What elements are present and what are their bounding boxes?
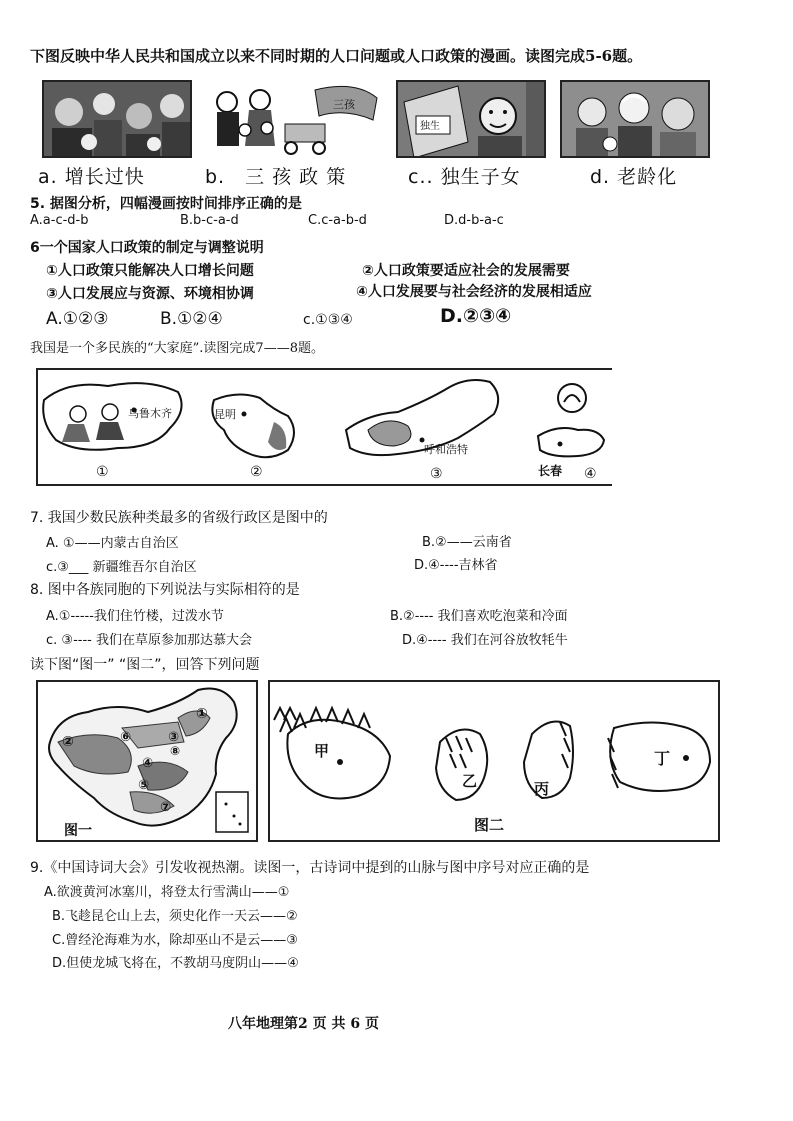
q8-option-c: c. ③---- 我们在草原参加那达慕大会 xyxy=(46,633,252,648)
q5-option-b: B.b-c-a-d xyxy=(180,213,239,228)
ethnic-map-label-hohhot: 呼和浩特 xyxy=(424,443,468,456)
figure-2-region-jia: 甲 xyxy=(314,742,330,760)
figure-1-marker-5: ⑤ xyxy=(138,778,150,793)
q6-statement-4: ④人口发展要与社会经济的发展相适应 xyxy=(356,284,592,300)
figure-1-marker-6: ⑥ xyxy=(120,730,132,745)
q7-option-a: A. ①——内蒙古自治区 xyxy=(46,536,179,551)
q6-statement-3: ③人口发展应与资源、环境相协调 xyxy=(46,286,254,302)
cartoon-caption-d: d. 老龄化 xyxy=(590,166,678,188)
q7-option-d: D.④----吉林省 xyxy=(414,558,498,573)
ethnic-map-label-urumqi: 乌鲁木齐 xyxy=(128,407,172,420)
cartoon-caption-c: c.. 独生子女 xyxy=(408,166,521,188)
figure-2-region-ding: 丁 xyxy=(654,749,671,768)
page-footer: 八年地理第2 页 共 6 页 xyxy=(228,1016,379,1032)
figure-2-map xyxy=(268,680,720,842)
q7-option-c: c.③___ 新疆维吾尔自治区 xyxy=(46,560,197,575)
ethnic-map-label-changchun: 长春 xyxy=(538,464,563,478)
cartoon-caption-b: b. 三 孩 政 策 xyxy=(205,166,347,188)
intro-5-6: 下图反映中华人民共和国成立以来不同时期的人口问题或人口政策的漫画。读图完成5-6题。 xyxy=(30,47,643,65)
cartoon-a-image xyxy=(42,80,192,158)
figure-1-marker-4: ④ xyxy=(142,756,154,771)
q5-option-d: D.d-b-a-c xyxy=(444,213,504,228)
cartoon-d-image xyxy=(560,80,710,158)
q7-option-b: B.②——云南省 xyxy=(422,535,512,550)
q9-option-d: D.但使龙城飞将在，不教胡马度阴山——④ xyxy=(52,956,299,971)
q9-stem: 9.《中国诗词大会》引发收视热潮。读图一，古诗词中提到的山脉与图中序号对应正确的是 xyxy=(30,860,590,876)
q6-option-c: c.①③④ xyxy=(303,312,353,328)
ethnic-map-figure xyxy=(36,368,612,486)
cartoon-caption-a: a. 增长过快 xyxy=(38,166,145,188)
figure-1-marker-7: ⑦ xyxy=(160,800,172,815)
cartoon-b-banner-text: 三孩 xyxy=(333,98,355,111)
q6-option-b: B.①②④ xyxy=(160,309,223,329)
q6-stem: 6一个国家人口政策的制定与调整说明 xyxy=(30,240,264,256)
q6-option-d: D.②③④ xyxy=(440,305,512,327)
figure-1-label: 图一 xyxy=(64,823,92,839)
figure-2-region-bing: 丙 xyxy=(534,780,550,798)
q5-option-c: C.c-a-b-d xyxy=(308,213,367,228)
cartoon-c-stamp-text: 独生 xyxy=(420,121,440,132)
figure-2-label: 图二 xyxy=(474,816,505,834)
q6-option-a: A.①②③ xyxy=(46,309,109,329)
intro-7-8: 我国是一个多民族的“大家庭”.读图完成7——8题。 xyxy=(30,341,324,356)
q7-stem: 7. 我国少数民族种类最多的省级行政区是图中的 xyxy=(30,510,328,526)
figure-1-marker-3: ③ xyxy=(168,730,180,745)
q9-option-c: C.曾经沦海难为水，除却巫山不是云——③ xyxy=(52,933,298,948)
q8-option-b: B.②---- 我们喜欢吃泡菜和冷面 xyxy=(390,609,568,624)
q8-option-a: A.①-----我们住竹楼，过泼水节 xyxy=(46,609,224,624)
intro-9: 读下图“图一” “图二”，回答下列问题 xyxy=(30,657,260,673)
ethnic-map-label-kunming: 昆明 xyxy=(214,408,236,421)
q8-option-d: D.④---- 我们在河谷放牧牦牛 xyxy=(402,633,568,648)
q8-stem: 8. 图中各族同胞的下列说法与实际相符的是 xyxy=(30,582,300,598)
figure-2-region-yi: 乙 xyxy=(462,772,478,790)
cartoon-b-image xyxy=(205,80,383,158)
ethnic-map-number-3: ③ xyxy=(430,466,443,482)
q6-statement-1: ①人口政策只能解决人口增长问题 xyxy=(46,263,254,279)
ethnic-map-number-4: ④ xyxy=(584,466,597,482)
figure-1-map xyxy=(36,680,258,842)
figure-1-marker-2: ② xyxy=(62,734,74,750)
q9-option-a: A.欲渡黄河冰塞川，将登太行雪满山——① xyxy=(44,885,290,900)
q5-option-a: A.a-c-d-b xyxy=(30,213,89,228)
ethnic-map-number-1: ① xyxy=(96,464,109,480)
cartoon-c-image xyxy=(396,80,546,158)
ethnic-map-number-2: ② xyxy=(250,464,263,480)
q9-option-b: B.飞趁昆仑山上去，须史化作一天云——② xyxy=(52,909,298,924)
q6-statement-2: ②人口政策要适应社会的发展需要 xyxy=(362,263,570,279)
figure-1-marker-8: ⑧ xyxy=(170,744,181,758)
q5-stem: 5. 据图分析，四幅漫画按时间排序正确的是 xyxy=(30,196,302,212)
figure-1-marker-1: ① xyxy=(196,706,208,722)
